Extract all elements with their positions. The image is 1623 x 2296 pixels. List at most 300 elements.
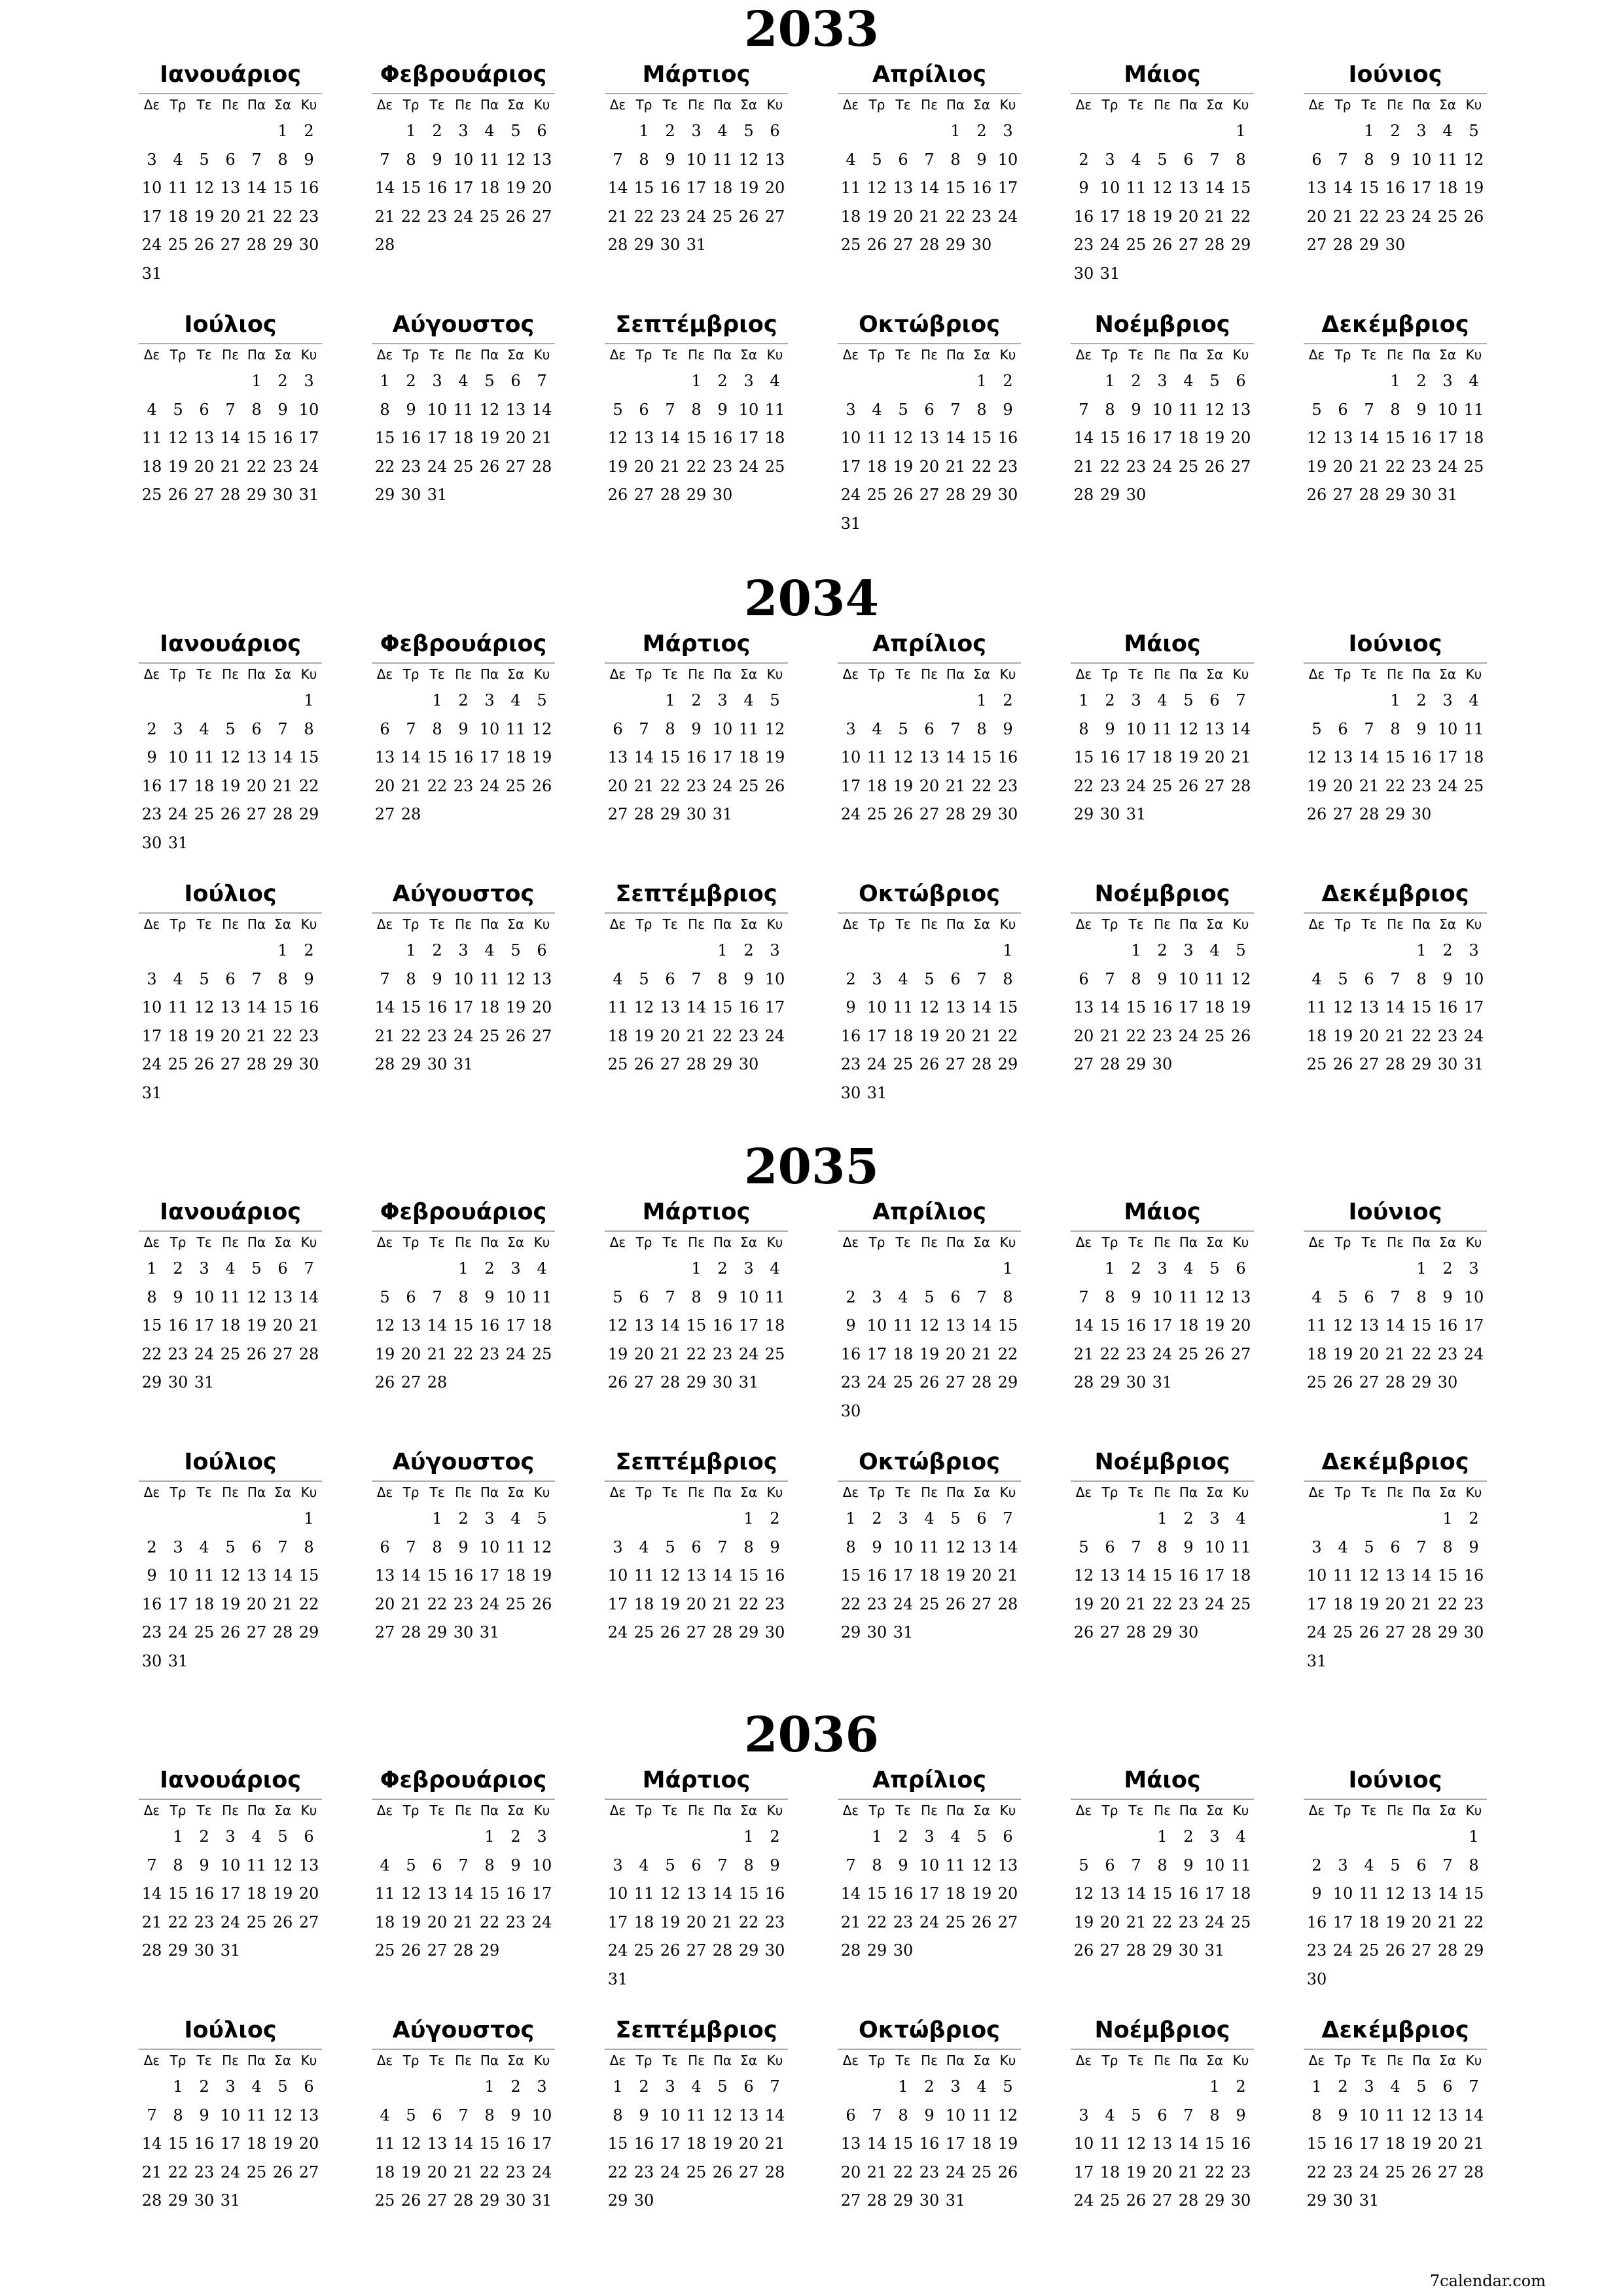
day-number: 28 xyxy=(531,457,552,476)
month-name: Ιούνιος xyxy=(1348,1199,1442,1225)
weekday-label: Τε xyxy=(895,2053,911,2068)
day-number: 6 xyxy=(691,1856,702,1874)
day-number: 12 xyxy=(1463,150,1484,169)
day-grid xyxy=(605,940,788,1117)
day-number: 16 xyxy=(1152,998,1173,1016)
day-number: 11 xyxy=(840,179,861,197)
day-number: 22 xyxy=(1152,1594,1173,1613)
weekday-label: Σα xyxy=(274,97,291,113)
day-number: 30 xyxy=(298,236,319,254)
day-number: 19 xyxy=(764,748,785,766)
day-number: 23 xyxy=(194,2162,215,2181)
day-number: 15 xyxy=(453,1316,474,1335)
month-calendar xyxy=(372,60,555,302)
weekday-label: Πα xyxy=(713,97,732,113)
weekday-label: Τε xyxy=(1361,1803,1377,1818)
day-number: 12 xyxy=(220,1566,241,1585)
day-number: 26 xyxy=(1385,1941,1406,1960)
weekday-header xyxy=(139,1230,322,1254)
day-number: 9 xyxy=(1131,400,1141,419)
weekday-label: Πε xyxy=(222,1803,239,1818)
month-name: Σεπτέμβριος xyxy=(615,2017,777,2043)
weekday-header xyxy=(838,343,1021,367)
day-number: 26 xyxy=(272,2162,293,2181)
day-number: 28 xyxy=(401,805,421,823)
day-number: 19 xyxy=(168,457,188,476)
day-number: 17 xyxy=(997,179,1018,197)
day-number: 17 xyxy=(1178,998,1199,1016)
day-number: 2 xyxy=(1338,2077,1348,2096)
day-number: 28 xyxy=(1385,1373,1406,1391)
day-number: 24 xyxy=(1152,1344,1173,1363)
day-number: 11 xyxy=(246,1856,267,1874)
day-number: 10 xyxy=(141,998,162,1016)
weekday-label: Σα xyxy=(740,97,757,113)
day-number: 24 xyxy=(712,776,733,795)
day-number: 29 xyxy=(840,1623,861,1641)
day-number: 1 xyxy=(1003,1259,1013,1278)
day-number: 16 xyxy=(633,2134,654,2153)
day-number: 17 xyxy=(298,429,319,447)
day-number: 15 xyxy=(272,179,293,197)
day-number: 28 xyxy=(633,805,654,823)
weekday-label: Πα xyxy=(946,97,965,113)
weekday-label: Σα xyxy=(973,97,990,113)
day-number: 2 xyxy=(458,691,469,709)
day-number: 10 xyxy=(427,400,448,419)
day-number: 7 xyxy=(251,150,262,169)
month-name: Ιούλιος xyxy=(184,881,277,907)
day-number: 7 xyxy=(537,372,547,390)
day-number: 26 xyxy=(194,236,215,254)
day-number: 23 xyxy=(1411,457,1432,476)
month-calendar xyxy=(1071,310,1254,552)
day-number: 29 xyxy=(401,1055,421,1073)
day-number: 18 xyxy=(1437,179,1458,197)
month-calendar xyxy=(1304,310,1487,552)
day-number: 6 xyxy=(251,1537,262,1556)
weekday-label: Κυ xyxy=(999,666,1016,682)
day-number: 19 xyxy=(607,457,628,476)
weekday-header xyxy=(372,1480,555,1504)
day-number: 10 xyxy=(945,2106,966,2125)
day-number: 29 xyxy=(1152,1941,1173,1960)
day-number: 20 xyxy=(1437,2134,1458,2153)
day-number: 15 xyxy=(401,179,421,197)
weekday-header xyxy=(1071,1480,1254,1504)
month-calendar xyxy=(1071,880,1254,1122)
weekday-label: Δε xyxy=(143,347,160,363)
day-number: 15 xyxy=(1099,429,1120,447)
day-number: 1 xyxy=(458,1259,469,1278)
weekday-header xyxy=(605,93,788,117)
day-number: 4 xyxy=(510,1509,521,1528)
weekday-label: Κυ xyxy=(766,2053,783,2068)
day-number: 12 xyxy=(1332,1316,1353,1335)
day-number: 27 xyxy=(945,1055,966,1073)
day-number: 18 xyxy=(1230,1884,1251,1903)
day-number: 19 xyxy=(1204,429,1225,447)
weekday-label: Τε xyxy=(429,666,445,682)
day-number: 26 xyxy=(1463,207,1484,226)
day-number: 12 xyxy=(1178,719,1199,738)
day-number: 19 xyxy=(1178,748,1199,766)
weekday-label: Δε xyxy=(1075,97,1092,113)
day-number: 5 xyxy=(1390,1856,1400,1874)
day-number: 2 xyxy=(743,941,754,960)
weekday-label: Πα xyxy=(713,1803,732,1818)
day-number: 10 xyxy=(1152,400,1173,419)
day-number: 13 xyxy=(997,1856,1018,1874)
day-number: 27 xyxy=(401,1373,421,1391)
weekday-label: Τρ xyxy=(868,1234,885,1250)
day-number: 20 xyxy=(298,1884,319,1903)
weekday-label: Κυ xyxy=(766,916,783,932)
day-number: 19 xyxy=(919,1026,940,1045)
day-number: 29 xyxy=(1463,1941,1484,1960)
day-number: 28 xyxy=(1178,2191,1199,2210)
month-name: Δεκέμβριος xyxy=(1321,2017,1469,2043)
day-number: 4 xyxy=(251,1827,262,1846)
day-number: 5 xyxy=(380,1287,390,1306)
weekday-label: Σα xyxy=(1206,666,1223,682)
day-number: 2 xyxy=(1079,150,1089,169)
day-number: 20 xyxy=(945,1344,966,1363)
day-number: 8 xyxy=(717,969,728,988)
day-number: 4 xyxy=(1183,1259,1194,1278)
day-number: 6 xyxy=(1390,1537,1400,1556)
weekday-label: Τρ xyxy=(1334,2053,1351,2068)
day-number: 17 xyxy=(1411,179,1432,197)
day-number: 24 xyxy=(453,1026,474,1045)
day-number: 5 xyxy=(1131,2106,1141,2125)
day-number: 9 xyxy=(1311,1884,1322,1903)
month-calendar xyxy=(139,880,322,1122)
day-number: 25 xyxy=(1230,1594,1251,1613)
day-number: 10 xyxy=(1099,179,1120,197)
day-number: 19 xyxy=(1230,998,1251,1016)
day-number: 6 xyxy=(225,969,236,988)
day-number: 9 xyxy=(1416,719,1427,738)
weekday-label: Πα xyxy=(713,916,732,932)
day-number: 11 xyxy=(168,998,188,1016)
day-number: 25 xyxy=(1306,1373,1327,1391)
day-number: 1 xyxy=(1311,2077,1322,2096)
day-number: 8 xyxy=(1416,1287,1427,1306)
day-number: 4 xyxy=(380,2106,390,2125)
day-number: 3 xyxy=(1105,150,1115,169)
weekday-label: Δε xyxy=(1075,1484,1092,1500)
weekday-label: Πε xyxy=(1154,666,1171,682)
day-number: 22 xyxy=(738,1912,759,1931)
day-number: 3 xyxy=(1338,1856,1348,1874)
day-number: 18 xyxy=(168,207,188,226)
weekday-label: Πε xyxy=(921,666,938,682)
day-number: 20 xyxy=(633,457,654,476)
day-number: 7 xyxy=(1105,969,1115,988)
day-number: 25 xyxy=(194,805,215,823)
day-number: 27 xyxy=(1359,1373,1380,1391)
day-number: 10 xyxy=(453,150,474,169)
weekday-label: Πε xyxy=(921,97,938,113)
day-number: 2 xyxy=(924,2077,935,2096)
month-calendar xyxy=(139,310,322,552)
weekday-label: Κυ xyxy=(1465,1484,1482,1500)
day-number: 5 xyxy=(743,122,754,140)
day-number: 27 xyxy=(1359,1055,1380,1073)
day-number: 10 xyxy=(738,1287,759,1306)
day-number: 29 xyxy=(479,2191,500,2210)
weekday-label: Κυ xyxy=(1232,1484,1249,1500)
day-number: 17 xyxy=(945,2134,966,2153)
month-name: Νοέμβριος xyxy=(1094,2017,1230,2043)
day-number: 28 xyxy=(712,1941,733,1960)
month-calendar xyxy=(1071,1448,1254,1690)
day-number: 30 xyxy=(141,1651,162,1670)
day-number: 31 xyxy=(298,486,319,504)
day-number: 15 xyxy=(633,179,654,197)
day-number: 27 xyxy=(531,207,552,226)
day-number: 17 xyxy=(1204,1566,1225,1585)
day-number: 8 xyxy=(173,1856,183,1874)
day-number: 14 xyxy=(298,1287,319,1306)
day-number: 21 xyxy=(633,776,654,795)
day-grid xyxy=(605,1258,788,1435)
day-number: 27 xyxy=(919,486,940,504)
day-number: 7 xyxy=(1079,400,1089,419)
day-number: 21 xyxy=(971,1344,992,1363)
day-number: 2 xyxy=(639,2077,649,2096)
weekday-label: Πα xyxy=(1179,1484,1198,1500)
weekday-header xyxy=(372,912,555,936)
weekday-label: Πα xyxy=(1179,2053,1198,2068)
weekday-label: Τε xyxy=(895,97,911,113)
weekday-label: Τε xyxy=(1128,666,1144,682)
day-number: 18 xyxy=(1463,429,1484,447)
weekday-label: Δε xyxy=(376,666,393,682)
day-number: 27 xyxy=(1178,236,1199,254)
day-number: 9 xyxy=(458,719,469,738)
day-number: 26 xyxy=(1359,1623,1380,1641)
weekday-label: Τρ xyxy=(635,1234,652,1250)
day-number: 29 xyxy=(1437,1623,1458,1641)
weekday-label: Πα xyxy=(480,666,499,682)
weekday-label: Πε xyxy=(921,347,938,363)
day-number: 30 xyxy=(1306,1969,1327,1988)
weekday-label: Σα xyxy=(1206,916,1223,932)
day-number: 24 xyxy=(168,1623,188,1641)
day-number: 21 xyxy=(427,1344,448,1363)
day-number: 3 xyxy=(1364,2077,1374,2096)
day-number: 23 xyxy=(686,776,707,795)
day-number: 15 xyxy=(298,1566,319,1585)
day-number: 17 xyxy=(1463,998,1484,1016)
day-number: 24 xyxy=(220,2162,241,2181)
day-number: 29 xyxy=(633,236,654,254)
day-number: 3 xyxy=(1469,1259,1479,1278)
day-number: 13 xyxy=(1332,748,1353,766)
weekday-header xyxy=(1071,343,1254,367)
day-number: 2 xyxy=(1469,1509,1479,1528)
day-number: 23 xyxy=(298,1026,319,1045)
weekday-label: Δε xyxy=(842,1803,859,1818)
day-number: 9 xyxy=(304,969,314,988)
day-number: 27 xyxy=(633,486,654,504)
day-number: 21 xyxy=(401,1594,421,1613)
day-grid xyxy=(139,940,322,1117)
day-number: 9 xyxy=(406,400,416,419)
day-number: 16 xyxy=(660,179,681,197)
day-number: 23 xyxy=(997,457,1018,476)
day-number: 10 xyxy=(1411,150,1432,169)
day-number: 6 xyxy=(1442,2077,1453,2096)
day-number: 19 xyxy=(1306,776,1327,795)
day-number: 27 xyxy=(246,805,267,823)
day-number: 6 xyxy=(1236,1259,1246,1278)
weekday-label: Σα xyxy=(1206,1484,1223,1500)
day-number: 11 xyxy=(479,150,500,169)
weekday-label: Κυ xyxy=(1232,1234,1249,1250)
day-number: 1 xyxy=(380,372,390,390)
day-number: 28 xyxy=(401,1623,421,1641)
day-number: 25 xyxy=(141,486,162,504)
weekday-label: Σα xyxy=(973,1803,990,1818)
day-number: 17 xyxy=(453,998,474,1016)
day-number: 24 xyxy=(1306,1623,1327,1641)
day-number: 3 xyxy=(717,691,728,709)
day-number: 21 xyxy=(246,1026,267,1045)
weekday-label: Τρ xyxy=(1101,1234,1118,1250)
day-number: 14 xyxy=(1385,1316,1406,1335)
day-number: 28 xyxy=(1204,236,1225,254)
day-number: 28 xyxy=(374,236,395,254)
day-number: 24 xyxy=(1437,776,1458,795)
day-number: 14 xyxy=(919,179,940,197)
day-number: 18 xyxy=(505,748,526,766)
day-number: 25 xyxy=(1178,1344,1199,1363)
day-number: 23 xyxy=(1178,1594,1199,1613)
day-number: 4 xyxy=(1131,150,1141,169)
day-number: 6 xyxy=(1209,691,1220,709)
day-number: 22 xyxy=(1385,457,1406,476)
day-number: 7 xyxy=(304,1259,314,1278)
day-number: 7 xyxy=(406,719,416,738)
day-number: 23 xyxy=(505,2162,526,2181)
day-number: 2 xyxy=(510,2077,521,2096)
day-number: 6 xyxy=(304,1827,314,1846)
month-calendar xyxy=(605,1448,788,1690)
day-number: 3 xyxy=(770,941,780,960)
weekday-label: Τε xyxy=(1128,2053,1144,2068)
day-number: 25 xyxy=(453,457,474,476)
day-number: 19 xyxy=(1152,207,1173,226)
day-number: 12 xyxy=(1230,969,1251,988)
day-number: 17 xyxy=(738,1316,759,1335)
day-number: 4 xyxy=(1236,1827,1246,1846)
day-number: 19 xyxy=(893,457,914,476)
day-number: 12 xyxy=(660,1884,681,1903)
weekday-label: Τρ xyxy=(1334,666,1351,682)
day-number: 12 xyxy=(607,1316,628,1335)
day-number: 16 xyxy=(141,1594,162,1613)
weekday-label: Τρ xyxy=(1334,347,1351,363)
day-number: 4 xyxy=(743,691,754,709)
day-number: 24 xyxy=(738,457,759,476)
day-number: 30 xyxy=(660,236,681,254)
day-number: 29 xyxy=(1411,1373,1432,1391)
day-grid xyxy=(1071,940,1254,1117)
day-number: 18 xyxy=(1230,1566,1251,1585)
day-number: 30 xyxy=(1411,805,1432,823)
day-number: 14 xyxy=(1332,179,1353,197)
day-number: 23 xyxy=(971,207,992,226)
weekday-label: Τρ xyxy=(1101,97,1118,113)
day-number: 5 xyxy=(924,969,935,988)
day-number: 3 xyxy=(924,1827,935,1846)
day-number: 12 xyxy=(893,748,914,766)
day-number: 18 xyxy=(764,1316,785,1335)
day-number: 18 xyxy=(1099,2162,1120,2181)
weekday-label: Τε xyxy=(429,97,445,113)
day-number: 27 xyxy=(220,236,241,254)
day-number: 9 xyxy=(1442,1287,1453,1306)
day-number: 6 xyxy=(639,1287,649,1306)
day-number: 16 xyxy=(1437,1316,1458,1335)
month-name: Οκτώβριος xyxy=(859,2017,1000,2043)
weekday-label: Δε xyxy=(609,347,626,363)
day-number: 19 xyxy=(1332,1026,1353,1045)
weekday-label: Δε xyxy=(1308,97,1325,113)
day-grid xyxy=(372,940,555,1117)
day-number: 4 xyxy=(976,2077,987,2096)
day-number: 16 xyxy=(1126,1316,1147,1335)
day-number: 9 xyxy=(1157,969,1168,988)
day-number: 30 xyxy=(997,805,1018,823)
day-number: 25 xyxy=(633,1941,654,1960)
day-number: 12 xyxy=(893,429,914,447)
day-grid xyxy=(139,370,322,547)
month-name: Ιανουάριος xyxy=(159,631,302,657)
day-number: 14 xyxy=(945,748,966,766)
day-number: 9 xyxy=(484,1287,495,1306)
weekday-header xyxy=(838,1230,1021,1254)
day-number: 27 xyxy=(220,1055,241,1073)
day-number: 21 xyxy=(660,1344,681,1363)
weekday-header xyxy=(372,662,555,686)
day-number: 18 xyxy=(1463,748,1484,766)
day-number: 1 xyxy=(1416,941,1427,960)
weekday-label: Τρ xyxy=(402,916,419,932)
day-number: 7 xyxy=(277,719,288,738)
day-number: 21 xyxy=(1463,2134,1484,2153)
day-number: 13 xyxy=(1099,1884,1120,1903)
day-number: 20 xyxy=(971,1566,992,1585)
day-number: 3 xyxy=(1209,1827,1220,1846)
day-number: 7 xyxy=(924,150,935,169)
day-number: 7 xyxy=(1364,719,1374,738)
weekday-label: Κυ xyxy=(1465,1234,1482,1250)
day-number: 26 xyxy=(1306,486,1327,504)
day-number: 2 xyxy=(1416,372,1427,390)
day-number: 13 xyxy=(1178,179,1199,197)
weekday-label: Πε xyxy=(455,916,472,932)
day-number: 16 xyxy=(453,1566,474,1585)
day-number: 17 xyxy=(686,179,707,197)
weekday-label: Σα xyxy=(1439,666,1456,682)
month-name: Ιανουάριος xyxy=(159,1767,302,1793)
weekday-label: Πα xyxy=(247,916,266,932)
day-number: 5 xyxy=(199,150,209,169)
